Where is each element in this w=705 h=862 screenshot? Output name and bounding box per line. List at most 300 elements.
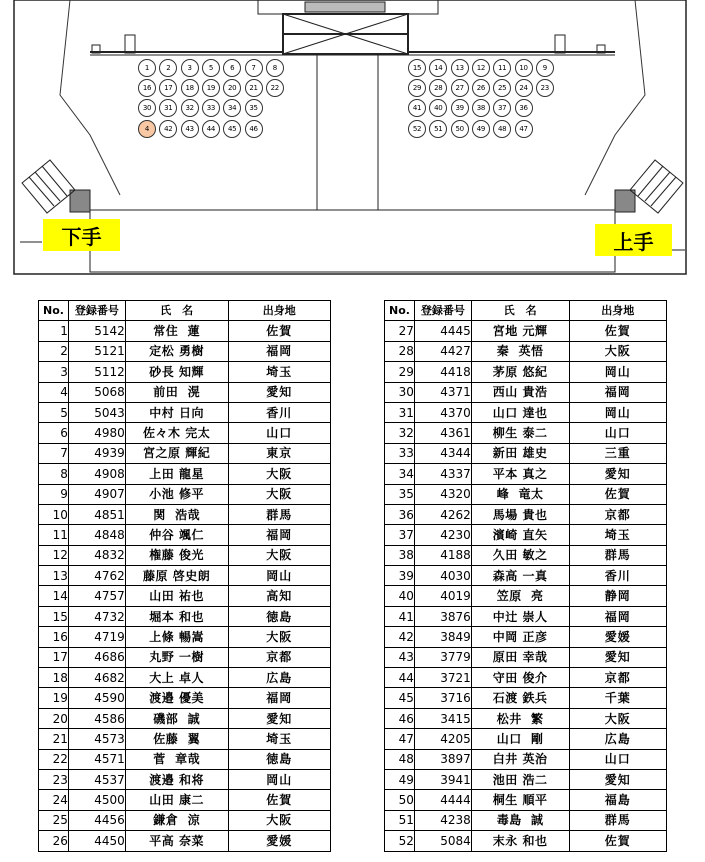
seat-38: 38 (472, 99, 490, 117)
header-no: No. (385, 301, 415, 321)
hometown: 愛知 (569, 647, 667, 667)
row-number: 42 (385, 627, 415, 647)
table-header-row (385, 301, 667, 321)
racer-name: 久田 敏之 (471, 545, 569, 565)
hometown: 埼玉 (228, 729, 330, 749)
hometown: 大阪 (228, 545, 330, 565)
table-row (39, 606, 331, 626)
table-row (39, 423, 331, 443)
table-row (385, 321, 667, 341)
table-row (39, 749, 331, 769)
seat-20: 20 (223, 79, 241, 97)
seat-32: 32 (181, 99, 199, 117)
hometown: 福岡 (228, 525, 330, 545)
header-no: No. (39, 301, 69, 321)
registration-number: 4832 (68, 545, 125, 565)
seat-18: 18 (181, 79, 199, 97)
seat-44: 44 (202, 120, 220, 138)
row-number: 39 (385, 566, 415, 586)
registration-number: 4719 (68, 627, 125, 647)
registration-number: 3721 (414, 668, 471, 688)
racer-name: 渡邉 和将 (125, 769, 228, 789)
racer-name: 白井 英治 (471, 749, 569, 769)
seat-47: 47 (515, 120, 533, 138)
registration-number: 3779 (414, 647, 471, 667)
row-number: 22 (39, 749, 69, 769)
row-number: 26 (39, 831, 69, 851)
registration-number: 5142 (68, 321, 125, 341)
registration-number: 4732 (68, 606, 125, 626)
row-number: 17 (39, 647, 69, 667)
racer-name: 前田 滉 (125, 382, 228, 402)
racer-name: 中村 日向 (125, 402, 228, 422)
racer-name: 森高 一真 (471, 566, 569, 586)
racer-name: 山田 康二 (125, 790, 228, 810)
registration-number: 4361 (414, 423, 471, 443)
hometown: 佐賀 (569, 484, 667, 504)
row-number: 36 (385, 504, 415, 524)
row-number: 47 (385, 729, 415, 749)
row-number: 13 (39, 566, 69, 586)
row-number: 45 (385, 688, 415, 708)
row-number: 4 (39, 382, 69, 402)
registration-number: 3897 (414, 749, 471, 769)
header-registration: 登録番号 (414, 301, 471, 321)
table-row (385, 341, 667, 361)
seat-22: 22 (266, 79, 284, 97)
racer-name: 丸野 一樹 (125, 647, 228, 667)
hometown: 群馬 (569, 810, 667, 830)
table-row (385, 668, 667, 688)
header-hometown: 出身地 (569, 301, 667, 321)
row-number: 31 (385, 402, 415, 422)
row-number: 46 (385, 708, 415, 728)
seat-51: 51 (429, 120, 447, 138)
seat-26: 26 (472, 79, 490, 97)
hometown: 愛媛 (569, 627, 667, 647)
racer-name: 常住 蓮 (125, 321, 228, 341)
registration-number: 3941 (414, 769, 471, 789)
racer-name: 末永 和也 (471, 831, 569, 851)
table-row (385, 525, 667, 545)
row-number: 24 (39, 790, 69, 810)
roster-table-left (38, 300, 331, 852)
hometown: 大阪 (228, 627, 330, 647)
registration-number: 4418 (414, 362, 471, 382)
racer-name: 原田 幸哉 (471, 647, 569, 667)
table-row (385, 769, 667, 789)
racer-name: 茅原 悠紀 (471, 362, 569, 382)
hometown: 京都 (569, 668, 667, 688)
racer-name: 中岡 正彦 (471, 627, 569, 647)
registration-number: 4262 (414, 504, 471, 524)
registration-number: 4445 (414, 321, 471, 341)
hometown: 京都 (228, 647, 330, 667)
racer-name: 峰 竜太 (471, 484, 569, 504)
seat-16: 16 (138, 79, 156, 97)
seat-34: 34 (223, 99, 241, 117)
row-number: 37 (385, 525, 415, 545)
registration-number: 5121 (68, 341, 125, 361)
racer-name: 秦 英悟 (471, 341, 569, 361)
table-row (39, 769, 331, 789)
registration-number: 5084 (414, 831, 471, 851)
racer-name: 関 浩哉 (125, 504, 228, 524)
row-number: 34 (385, 464, 415, 484)
hometown: 福岡 (228, 688, 330, 708)
row-number: 10 (39, 504, 69, 524)
registration-number: 4450 (68, 831, 125, 851)
racer-name: 権藤 俊光 (125, 545, 228, 565)
table-row (385, 790, 667, 810)
table-row (385, 688, 667, 708)
hometown: 広島 (228, 668, 330, 688)
header-registration: 登録番号 (68, 301, 125, 321)
hometown: 佐賀 (569, 321, 667, 341)
seat-12: 12 (472, 59, 490, 77)
table-row (39, 790, 331, 810)
row-number: 32 (385, 423, 415, 443)
hometown: 山口 (228, 423, 330, 443)
racer-name: 平本 真之 (471, 464, 569, 484)
table-row (39, 464, 331, 484)
hometown: 福岡 (569, 606, 667, 626)
seat-33: 33 (202, 99, 220, 117)
hometown: 佐賀 (228, 321, 330, 341)
registration-number: 5043 (68, 402, 125, 422)
table-row (385, 606, 667, 626)
seat-46: 46 (245, 120, 263, 138)
table-row (39, 688, 331, 708)
registration-number: 3876 (414, 606, 471, 626)
row-number: 40 (385, 586, 415, 606)
registration-number: 4188 (414, 545, 471, 565)
racer-name: 佐々木 完太 (125, 423, 228, 443)
racer-name: 佐藤 翼 (125, 729, 228, 749)
hometown: 佐賀 (228, 790, 330, 810)
table-row (385, 810, 667, 830)
racer-name: 毒島 誠 (471, 810, 569, 830)
hometown: 山口 (569, 749, 667, 769)
seat-24: 24 (515, 79, 533, 97)
registration-number: 4537 (68, 769, 125, 789)
table-row (385, 831, 667, 851)
racer-name: 上田 龍星 (125, 464, 228, 484)
racer-name: 濱崎 直矢 (471, 525, 569, 545)
registration-number: 4682 (68, 668, 125, 688)
registration-number: 4586 (68, 708, 125, 728)
registration-number: 4320 (414, 484, 471, 504)
seat-36: 36 (515, 99, 533, 117)
hometown: 大阪 (228, 464, 330, 484)
racer-name: 大上 卓人 (125, 668, 228, 688)
racer-name: 池田 浩二 (471, 769, 569, 789)
racer-name: 守田 俊介 (471, 668, 569, 688)
registration-number: 4686 (68, 647, 125, 667)
table-row (385, 362, 667, 382)
racer-name: 小池 修平 (125, 484, 228, 504)
racer-name: 宮之原 輝紀 (125, 443, 228, 463)
registration-number: 4344 (414, 443, 471, 463)
seat-41: 41 (408, 99, 426, 117)
row-number: 15 (39, 606, 69, 626)
table-row (39, 810, 331, 830)
seat-35: 35 (245, 99, 263, 117)
hometown: 静岡 (569, 586, 667, 606)
registration-number: 4762 (68, 566, 125, 586)
seat-3: 3 (181, 59, 199, 77)
registration-number: 4427 (414, 341, 471, 361)
seat-30: 30 (138, 99, 156, 117)
seat-13: 13 (451, 59, 469, 77)
table-row (385, 464, 667, 484)
seat-8: 8 (266, 59, 284, 77)
row-number: 23 (39, 769, 69, 789)
row-number: 2 (39, 341, 69, 361)
hometown: 三重 (569, 443, 667, 463)
table-header-row (39, 301, 331, 321)
row-number: 16 (39, 627, 69, 647)
row-number: 19 (39, 688, 69, 708)
hometown: 千葉 (569, 688, 667, 708)
table-row (385, 647, 667, 667)
hometown: 東京 (228, 443, 330, 463)
seat-39: 39 (451, 99, 469, 117)
row-number: 49 (385, 769, 415, 789)
seat-15: 15 (408, 59, 426, 77)
hometown: 徳島 (228, 749, 330, 769)
header-name: 氏 名 (125, 301, 228, 321)
hometown: 群馬 (569, 545, 667, 565)
seat-7: 7 (245, 59, 263, 77)
row-number: 51 (385, 810, 415, 830)
header-name: 氏 名 (471, 301, 569, 321)
seat-40: 40 (429, 99, 447, 117)
racer-name: 西山 貴浩 (471, 382, 569, 402)
row-number: 44 (385, 668, 415, 688)
row-number: 7 (39, 443, 69, 463)
row-number: 27 (385, 321, 415, 341)
row-number: 6 (39, 423, 69, 443)
seat-9: 9 (536, 59, 554, 77)
racer-name: 馬場 貴也 (471, 504, 569, 524)
table-row (39, 382, 331, 402)
roster-table-right (384, 300, 667, 852)
table-row (39, 443, 331, 463)
racer-name: 中辻 崇人 (471, 606, 569, 626)
racer-name: 菅 章哉 (125, 749, 228, 769)
registration-number: 4573 (68, 729, 125, 749)
registration-number: 4456 (68, 810, 125, 830)
racer-name: 笠原 亮 (471, 586, 569, 606)
table-row (385, 423, 667, 443)
hometown: 大阪 (228, 810, 330, 830)
row-number: 21 (39, 729, 69, 749)
seat-17: 17 (159, 79, 177, 97)
table-row (385, 708, 667, 728)
table-row (385, 402, 667, 422)
racer-name: 堀本 和也 (125, 606, 228, 626)
registration-number: 4848 (68, 525, 125, 545)
hometown: 大阪 (569, 341, 667, 361)
racer-name: 上條 暢嵩 (125, 627, 228, 647)
row-number: 43 (385, 647, 415, 667)
seat-49: 49 (472, 120, 490, 138)
table-row (385, 627, 667, 647)
racer-name: 砂長 知輝 (125, 362, 228, 382)
seat-42: 42 (159, 120, 177, 138)
racer-name: 山田 祐也 (125, 586, 228, 606)
hometown: 群馬 (228, 504, 330, 524)
table-row (385, 586, 667, 606)
hometown: 福岡 (569, 382, 667, 402)
table-row (39, 321, 331, 341)
hometown: 佐賀 (569, 831, 667, 851)
hometown: 岡山 (569, 362, 667, 382)
hometown: 愛知 (569, 769, 667, 789)
registration-number: 4939 (68, 443, 125, 463)
row-number: 8 (39, 464, 69, 484)
racer-name: 新田 雄史 (471, 443, 569, 463)
registration-number: 4030 (414, 566, 471, 586)
racer-name: 山口 剛 (471, 729, 569, 749)
table-row (385, 443, 667, 463)
seat-52: 52 (408, 120, 426, 138)
hometown: 大阪 (569, 708, 667, 728)
hometown: 岡山 (228, 769, 330, 789)
registration-number: 3716 (414, 688, 471, 708)
table-row (385, 382, 667, 402)
hometown: 福岡 (228, 341, 330, 361)
row-number: 33 (385, 443, 415, 463)
racer-name: 松井 繁 (471, 708, 569, 728)
racer-name: 山口 達也 (471, 402, 569, 422)
row-number: 14 (39, 586, 69, 606)
hometown: 埼玉 (569, 525, 667, 545)
registration-number: 4019 (414, 586, 471, 606)
hometown: 京都 (569, 504, 667, 524)
registration-number: 4238 (414, 810, 471, 830)
seat-5: 5 (202, 59, 220, 77)
row-number: 30 (385, 382, 415, 402)
registration-number: 4908 (68, 464, 125, 484)
row-number: 12 (39, 545, 69, 565)
registration-number: 4230 (414, 525, 471, 545)
registration-number: 4980 (68, 423, 125, 443)
hometown: 香川 (228, 402, 330, 422)
seat-10: 10 (515, 59, 533, 77)
header-hometown: 出身地 (228, 301, 330, 321)
seat-27: 27 (451, 79, 469, 97)
seat-19: 19 (202, 79, 220, 97)
registration-number: 4907 (68, 484, 125, 504)
racer-name: 鎌倉 涼 (125, 810, 228, 830)
table-row (39, 566, 331, 586)
table-row (385, 566, 667, 586)
racer-name: 定松 勇樹 (125, 341, 228, 361)
table-row (39, 341, 331, 361)
hometown: 岡山 (228, 566, 330, 586)
hometown: 愛媛 (228, 831, 330, 851)
row-number: 52 (385, 831, 415, 851)
seat-45: 45 (223, 120, 241, 138)
row-number: 35 (385, 484, 415, 504)
table-row (39, 831, 331, 851)
racer-name: 桐生 順平 (471, 790, 569, 810)
table-row (385, 749, 667, 769)
racer-name: 仲谷 颯仁 (125, 525, 228, 545)
seat-31: 31 (159, 99, 177, 117)
seat-29: 29 (408, 79, 426, 97)
registration-number: 5112 (68, 362, 125, 382)
row-number: 48 (385, 749, 415, 769)
stage-diagram (0, 0, 705, 280)
seat-2: 2 (159, 59, 177, 77)
registration-number: 4370 (414, 402, 471, 422)
registration-number: 4851 (68, 504, 125, 524)
registration-number: 4371 (414, 382, 471, 402)
row-number: 28 (385, 341, 415, 361)
table-row (385, 484, 667, 504)
table-row (39, 586, 331, 606)
table-row (39, 484, 331, 504)
table-row (39, 668, 331, 688)
row-number: 3 (39, 362, 69, 382)
row-number: 29 (385, 362, 415, 382)
row-number: 18 (39, 668, 69, 688)
hometown: 愛知 (228, 382, 330, 402)
row-number: 1 (39, 321, 69, 341)
seat-23: 23 (536, 79, 554, 97)
seat-1: 1 (138, 59, 156, 77)
racer-name: 平高 奈菜 (125, 831, 228, 851)
hometown: 山口 (569, 423, 667, 443)
kamite-label: 上手 (595, 224, 672, 256)
racer-name: 渡邉 優美 (125, 688, 228, 708)
hometown: 福島 (569, 790, 667, 810)
hometown: 愛知 (228, 708, 330, 728)
registration-number: 4757 (68, 586, 125, 606)
racer-name: 宮地 元輝 (471, 321, 569, 341)
registration-number: 4205 (414, 729, 471, 749)
registration-number: 4590 (68, 688, 125, 708)
registration-number: 3849 (414, 627, 471, 647)
row-number: 41 (385, 606, 415, 626)
hometown: 岡山 (569, 402, 667, 422)
registration-number: 4337 (414, 464, 471, 484)
hometown: 埼玉 (228, 362, 330, 382)
seat-4: 4 (138, 120, 156, 138)
table-row (39, 402, 331, 422)
seat-6: 6 (223, 59, 241, 77)
shimote-label: 下手 (43, 219, 120, 251)
racer-name: 藤原 啓史朗 (125, 566, 228, 586)
table-row (385, 545, 667, 565)
seat-11: 11 (493, 59, 511, 77)
registration-number: 4571 (68, 749, 125, 769)
row-number: 20 (39, 708, 69, 728)
row-number: 11 (39, 525, 69, 545)
seat-48: 48 (493, 120, 511, 138)
seat-37: 37 (493, 99, 511, 117)
seat-43: 43 (181, 120, 199, 138)
hometown: 香川 (569, 566, 667, 586)
table-row (39, 504, 331, 524)
seat-25: 25 (493, 79, 511, 97)
seat-14: 14 (429, 59, 447, 77)
row-number: 25 (39, 810, 69, 830)
row-number: 5 (39, 402, 69, 422)
